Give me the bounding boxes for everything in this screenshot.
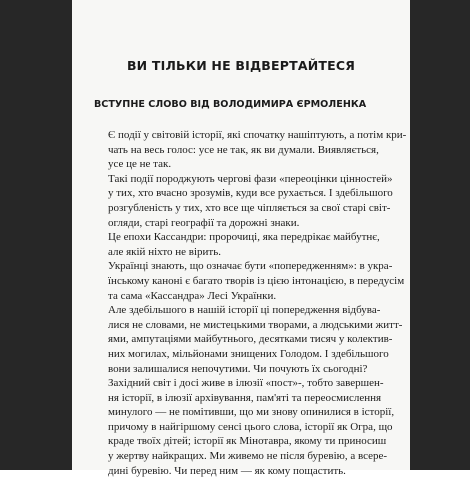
text-line: Такі події породжують чергові фази «переоцінки цінностей» <box>108 172 393 185</box>
text-line: дині буревію. Чи перед ним — як кому пощастить. <box>108 464 346 477</box>
text-line: вони залишалися непочутими. Чи почують їх сьогодні? <box>108 362 368 375</box>
text-line: Є події у світовій історії, які спочатку нашіптують, а потім кри- <box>108 129 407 141</box>
text-line: минулого — не помітивши, що ми знову опинилися в історії, <box>108 406 395 419</box>
book-page <box>72 0 410 477</box>
text-line: Це епохи Кассандри: пророчиці, яка передрікає майбутнє, <box>108 231 380 244</box>
text-line: у жертву найкращих. Ми живемо не після буревію, а всере- <box>108 450 388 463</box>
text-line: у тих, хто вчасно зрозумів, куди все рухається. І здебільшого <box>108 187 393 200</box>
text-line: огляди, старі географії та дорожні знаки. <box>108 216 300 229</box>
paragraph <box>94 230 388 259</box>
right-background-band <box>410 0 470 470</box>
section-heading: ВСТУПНЕ СЛОВО ВІД ВОЛОДИМИРА ЄРМОЛЕНКА <box>94 99 367 110</box>
text-line: усе це не так. <box>108 158 172 171</box>
text-line: їнському каноні є багато творів із цією інтонацією, в передусім <box>108 274 405 287</box>
text-line: розгубленість у тих, хто все ще чіпляється за свої старі світ- <box>108 201 391 214</box>
text-line: ня історії, в ілюзії архівування, пам'яті та переосмислення <box>108 391 382 404</box>
paragraph <box>94 376 395 478</box>
body-text <box>94 128 407 478</box>
text-line: них могилах, мільйонами знищених Голодом. І здебільшого <box>108 347 389 360</box>
left-background-band <box>0 0 72 470</box>
text-line: ями, ампутаціями майбутнього, десятками тисяч у колектив- <box>108 333 393 346</box>
text-line: Українці знають, що означає бути «попередженням»: в укра- <box>108 260 393 273</box>
text-line: причому в найгіршому сенсі цього слова, історії як Огра, що <box>108 420 393 433</box>
text-line: та сама «Кассандра» Лесі Українки. <box>108 289 277 302</box>
running-title: ВИ ТІЛЬКИ НЕ ВІДВЕРТАЙТЕСЯ <box>126 58 356 73</box>
text-line: чать на весь голос: усе не так, як ви думали. Виявляється, <box>108 143 379 156</box>
paragraph <box>94 259 405 303</box>
text-line: але якій ніхто не вірить. <box>108 245 222 258</box>
paragraph <box>94 303 403 376</box>
text-line: Західний світ і досі живе в ілюзії «пост»-, тобто завершен- <box>108 377 384 390</box>
text-line: лися не словами, не мистецькими творами, а людськими житт- <box>108 318 403 331</box>
text-line: краде твоїх дітей; історії як Мінотавра, якому ти приносиш <box>108 435 387 448</box>
text-line: Але здебільшого в нашій історії ці попередження відбува- <box>108 304 381 317</box>
paragraph <box>94 172 393 230</box>
paragraph <box>94 128 407 172</box>
